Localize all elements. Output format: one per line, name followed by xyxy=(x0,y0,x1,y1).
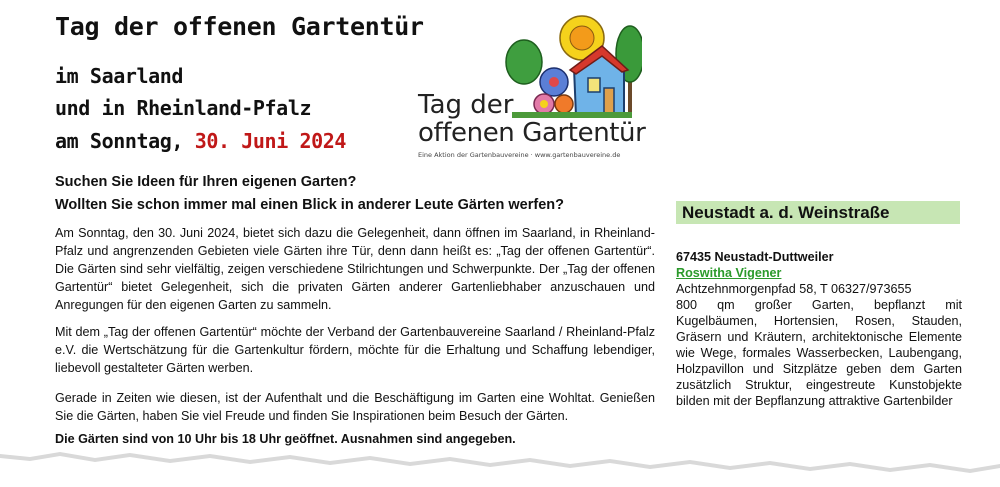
intro-question-2: Wollten Sie schon immer mal einen Blick in anderer Leute Gärten werfen? xyxy=(55,197,564,213)
logo-illustration xyxy=(492,12,642,120)
subtitle-region-saarland: im Saarland xyxy=(55,64,184,88)
logo-text-line1: Tag der xyxy=(418,90,514,120)
garden-entry xyxy=(676,249,962,409)
bush-left-icon xyxy=(506,40,542,84)
logo-text-line2: offenen Gartentür xyxy=(418,118,646,148)
garden-entry-description: 800 qm großer Garten, bepflanzt mit Kugelbäumen, Hortensien, Rosen, Stauden, Gräsern und Kräutern, architektonische Elemente wie Wege, formales Wasserbecken, Laubengang, Holzpavillon und Sitzplätze geben dem Garten zusätzlich Struktur, eingestreute Kunstobjekte bilden mit der Bepflanzung attraktive Gartenbilder xyxy=(676,298,962,408)
subtitle-date-line xyxy=(55,129,346,153)
event-logo xyxy=(412,12,648,167)
page-title: Tag der offenen Gartentür xyxy=(55,12,424,41)
region-heading: Neustadt a. d. Weinstraße xyxy=(676,201,960,224)
subtitle-region-rlp: und in Rheinland-Pfalz xyxy=(55,96,312,120)
intro-question-1: Suchen Sie Ideen für Ihren eigenen Garten? xyxy=(55,174,357,190)
intro-paragraph-1: Am Sonntag, den 30. Juni 2024, bietet sich dazu die Gelegenheit, dann öffnen im Saarland, in Rheinland-Pfalz und angrenzenden Gebieten viele Gärten ihre Tür, denn dann heißt es: „Tag der offenen Gartentür“. Die Gärten sind sehr vielfältig, zeigen verschiedene Stilrichtungen und Schwerpunkte. Der „Tag der offenen Gartentür“ bietet Gelegenheit, sich die privaten Gärten anderer Gartenliebhaber anzuschauen und Anregungen für den eigenen Garten zu sammeln. xyxy=(55,226,655,312)
date-prefix: am Sonntag, xyxy=(55,129,195,153)
opening-hours-note: Die Gärten sind von 10 Uhr bis 18 Uhr geöffnet. Ausnahmen sind angegeben. xyxy=(55,432,516,446)
garden-entry-owner[interactable]: Roswitha Vigener xyxy=(676,266,782,280)
garden-entry-place: 67435 Neustadt-Duttweiler xyxy=(676,250,834,264)
intro-paragraph-2: Mit dem „Tag der offenen Gartentür“ möchte der Verband der Gartenbauvereine Saarland / Rheinland-Pfalz e.V. die Wertschätzung für die Gartenkultur fördern, möchte für die Erhaltung und Schaffung lebendiger, liebevoll gestalteter Gärten werben. xyxy=(55,325,655,375)
torn-paper-edge xyxy=(0,440,1000,487)
garden-entry-address: Achtzehnmorgenpfad 58, T 06327/973655 xyxy=(676,282,912,296)
intro-paragraph-3: Gerade in Zeiten wie diesen, ist der Aufenthalt und die Beschäftigung im Garten eine Wohltat. Genießen Sie die Gärten, haben Sie viel Freude und finden Sie Inspirationen beim Besuch der Gärten. xyxy=(55,391,655,423)
logo-tagline: Eine Aktion der Gartenbauvereine · www.gartenbauvereine.de xyxy=(418,151,621,159)
event-date: 30. Juni 2024 xyxy=(194,129,347,153)
